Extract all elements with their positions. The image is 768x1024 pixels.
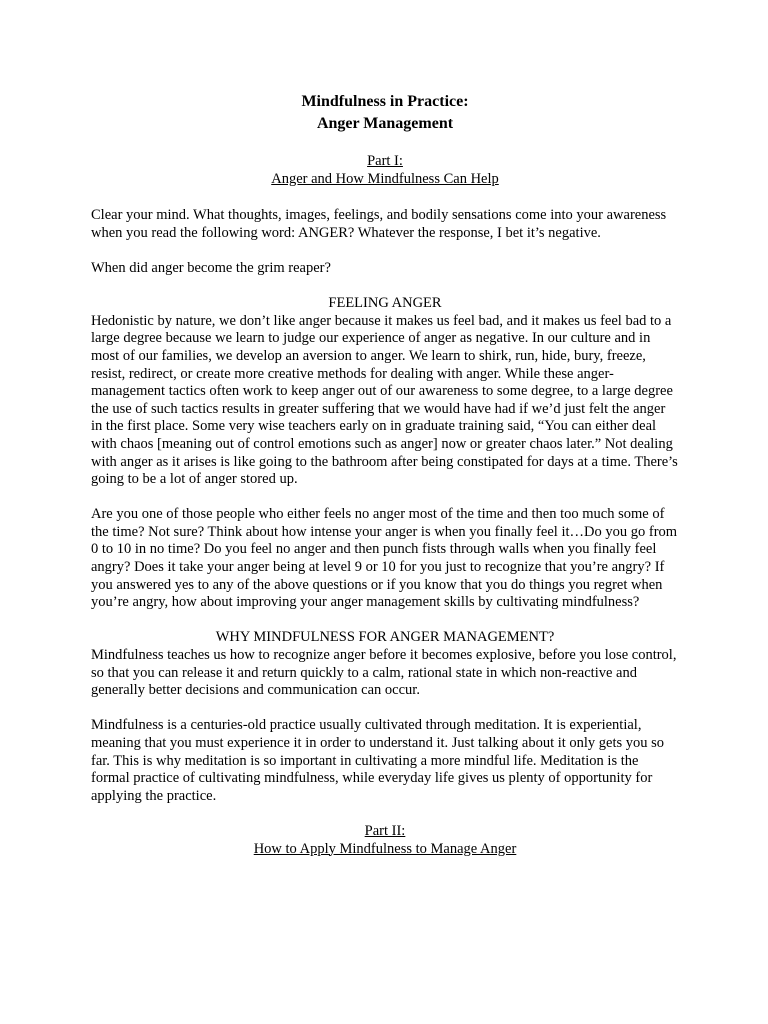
part2-label: Part II: — [364, 822, 406, 839]
why-mindfulness-heading: WHY MINDFULNESS FOR ANGER MANAGEMENT? — [215, 629, 555, 646]
feeling-anger-heading: FEELING ANGER — [328, 295, 442, 312]
intro-paragraph-2: When did anger become the grim reaper? — [91, 259, 331, 276]
why-mindfulness-paragraph-2: Mindfulness is a centuries-old practice usually cultivated through meditation. It is experiential, meaning that you must experience it in order to understand it. Just talking about it only gets you so far. This is why meditation is so important in cultivating a more mindful life. Meditation is the formal practice of cultivating mindfulness, while everyday life gives us plenty of opportunity for applying the practice. — [91, 717, 665, 804]
document-title — [91, 91, 679, 135]
title-line-2: Anger Management — [316, 115, 454, 132]
title-line-1: Mindfulness in Practice: — [301, 93, 469, 110]
why-mindfulness-paragraph-1: Mindfulness teaches us how to recognize anger before it becomes explosive, before you lose control, so that you can release it and return quickly to a calm, rational state in which non-reactive and generally better decisions and communication can occur. — [91, 647, 677, 699]
document-page — [91, 91, 679, 858]
part2-subtitle: How to Apply Mindfulness to Manage Anger — [253, 840, 517, 857]
feeling-anger-paragraph-1: Hedonistic by nature, we don’t like anger because it makes us feel bad, and it makes us feel bad to a large degree because we learn to judge our experience of anger as negative. In our culture and in most of our families, we develop an aversion to anger. We learn to shirk, run, hide, bury, freeze, resist, redirect, or create more creative methods for dealing with anger. While these anger-management tactics often work to keep anger out of our awareness to some degree, to a large degree the use of such tactics results in greater suffering that we would have had if we’d just felt the anger in the first place. Some very wise teachers early on in graduate training said, “You can either deal with chaos [meaning out of control emotions such as anger] now or greater chaos later.” Not dealing with anger as it arises is like going to the bathroom after being constipated for days at a time. There’s going to be a lot of anger stored up. — [91, 312, 678, 488]
part1-label: Part I: — [367, 153, 403, 169]
part1-subtitle: Anger and How Mindfulness Can Help — [271, 170, 499, 187]
feeling-anger-paragraph-2: Are you one of those people who either feels no anger most of the time and then too much some of the time? Not sure? Think about how intense your anger is when you finally feel it…Do you go from 0 to 10 in no time? Do you feel no anger and then punch fists through walls when you finally feel angry? Does it take your anger being at level 9 or 10 for you just to recognize that you’re angry? If you answered yes to any of the above questions or if you know that you do things you regret when you’re angry, how about improving your anger management skills by cultivating mindfulness? — [91, 506, 678, 611]
intro-paragraph-1: Clear your mind. What thoughts, images, feelings, and bodily sensations come into your awareness when you read the following word: ANGER? Whatever the response, I bet it’s negative. — [91, 207, 667, 241]
